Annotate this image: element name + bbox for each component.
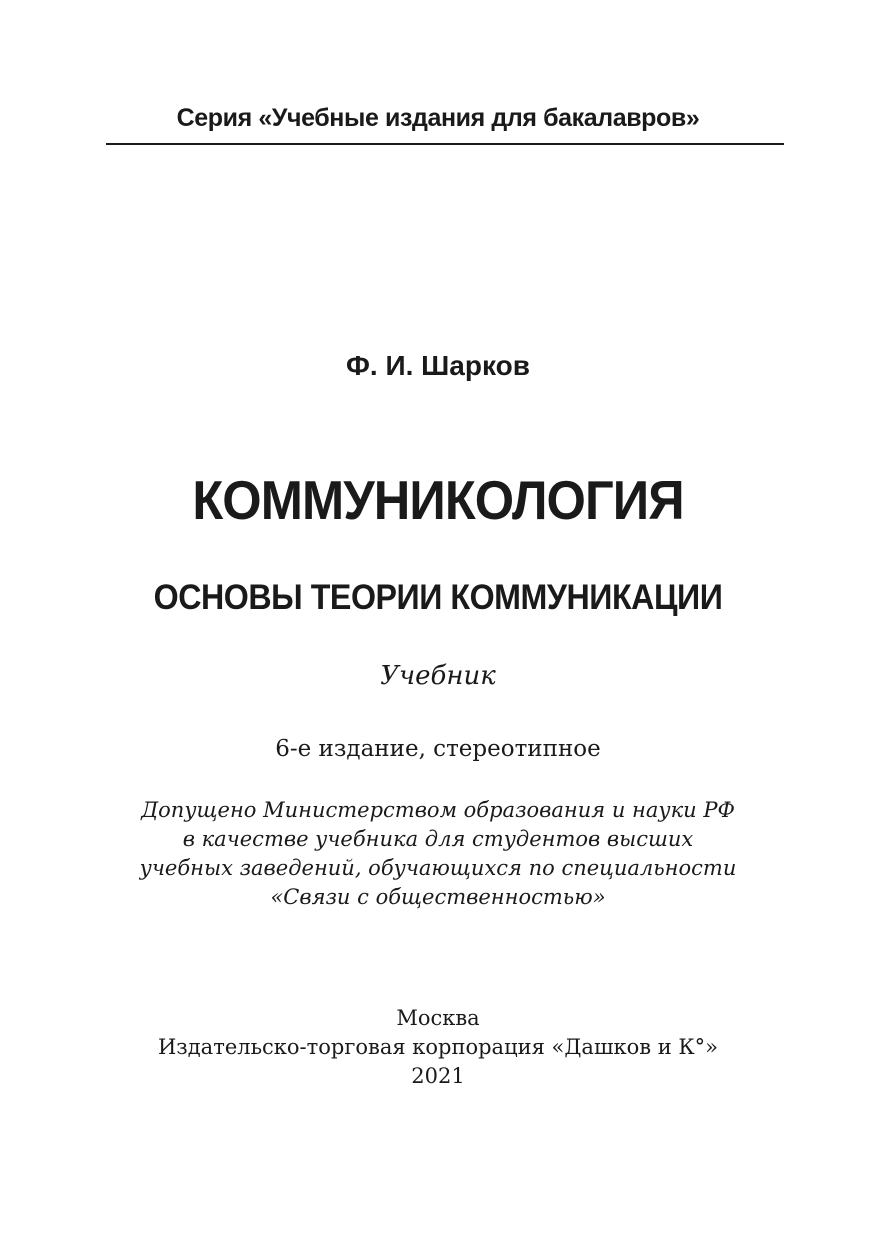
approval-line: Допущено Министерством образования и науки РФ [141, 798, 735, 822]
imprint-publisher: Издательско-торговая корпорация «Дашков и К°» [157, 1035, 719, 1059]
approval-line: «Связи с общественностью» [270, 885, 606, 909]
approval-statement [0, 796, 876, 912]
series-title: Серия «Учебные издания для бакалавров» [176, 104, 700, 132]
book-title: КОММУНИКОЛОГИЯ [192, 469, 684, 531]
imprint [0, 1004, 876, 1091]
imprint-city: Москва [396, 1006, 480, 1030]
edition-info: 6-е издание, стереотипное [275, 736, 601, 762]
author-name: Ф. И. Шарков [346, 350, 530, 381]
book-subtitle: ОСНОВЫ ТЕОРИИ КОММУНИКАЦИИ [153, 578, 723, 617]
approval-line: в качестве учебника для студентов высших [182, 827, 694, 851]
series-divider [106, 143, 784, 145]
document-type: Учебник [380, 661, 496, 691]
imprint-year: 2021 [411, 1064, 465, 1088]
approval-line: учебных заведений, обучающихся по специальности [139, 856, 737, 880]
